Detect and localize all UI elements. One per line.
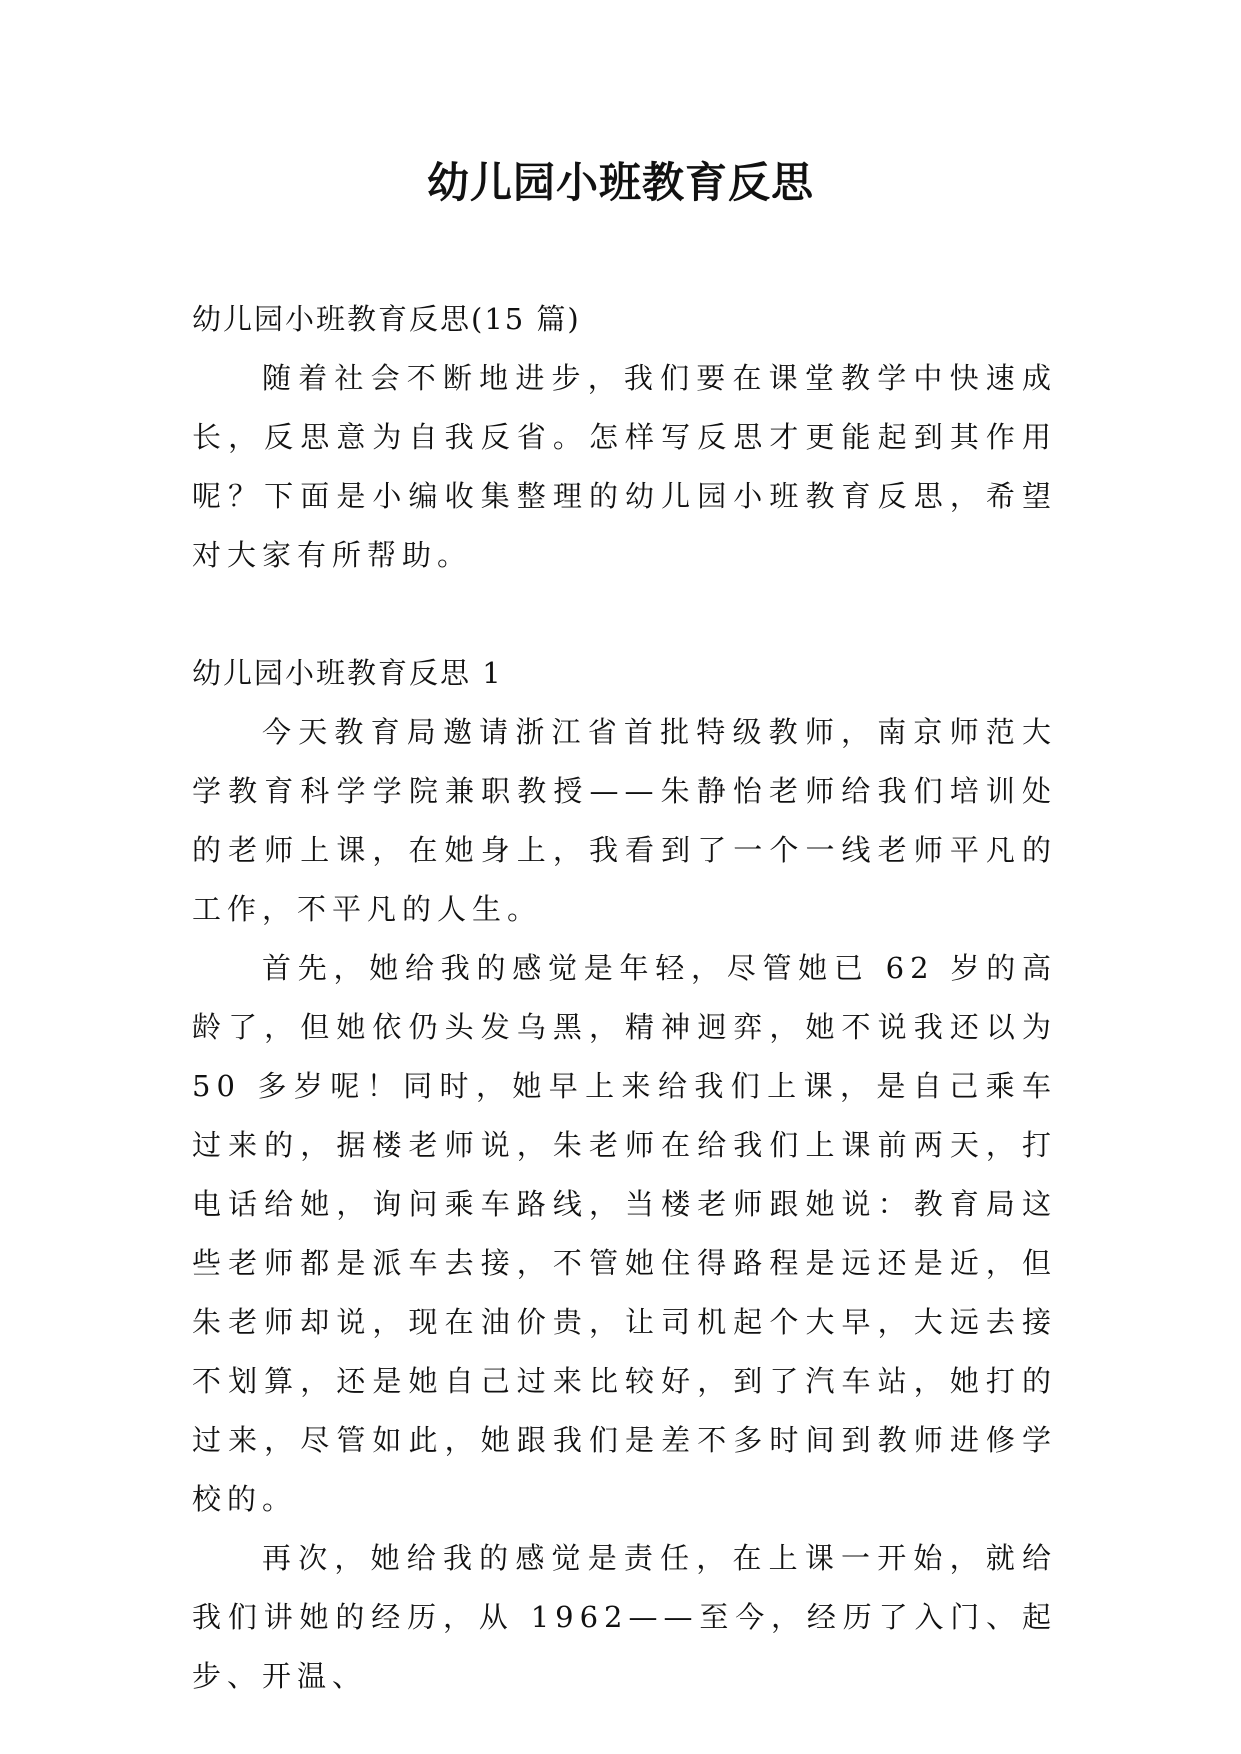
intro-paragraph: 随着社会不断地进步，我们要在课堂教学中快速成长，反思意为自我反省。怎样写反思才更能起到其作用呢？下面是小编收集整理的幼儿园小班教育反思，希望对大家有所帮助。	[192, 361, 1057, 572]
section-heading: 幼儿园小班教育反思 1	[192, 656, 503, 690]
body-paragraph: 今天教育局邀请浙江省首批特级教师，南京师范大学教育科学学院兼职教授——朱静怡老师给我们培训处的老师上课，在她身上，我看到了一个一线老师平凡的工作，不平凡的人生。	[192, 715, 1057, 926]
body-paragraph: 首先，她给我的感觉是年轻，尽管她已 62 岁的高龄了，但她依仍头发乌黑，精神迥弈，她不说我还以为 50 多岁呢！同时，她早上来给我们上课，是自己乘车过来的，据楼老师说，朱老师在给我们上课前两天，打电话给她，询问乘车路线，当楼老师跟她说：教育局这些老师都是派车去接，不管她住得路程是远还是近，但朱老师却说，现在油价贵，让司机起个大早，大远去接不划算，还是她自己过来比较好，到了汽车站，她打的过来，尽管如此，她跟我们是差不多时间到教师进修学校的。	[192, 951, 1057, 1516]
document-body	[192, 290, 1057, 1706]
body-paragraph: 再次，她给我的感觉是责任，在上课一开始，就给我们讲她的经历，从 1962——至今，经历了入门、起步、开温、	[192, 1541, 1057, 1693]
page-title: 幼儿园小班教育反思	[426, 158, 814, 207]
document-subtitle: 幼儿园小班教育反思(15 篇)	[192, 302, 581, 336]
section-spacer	[192, 585, 1057, 644]
